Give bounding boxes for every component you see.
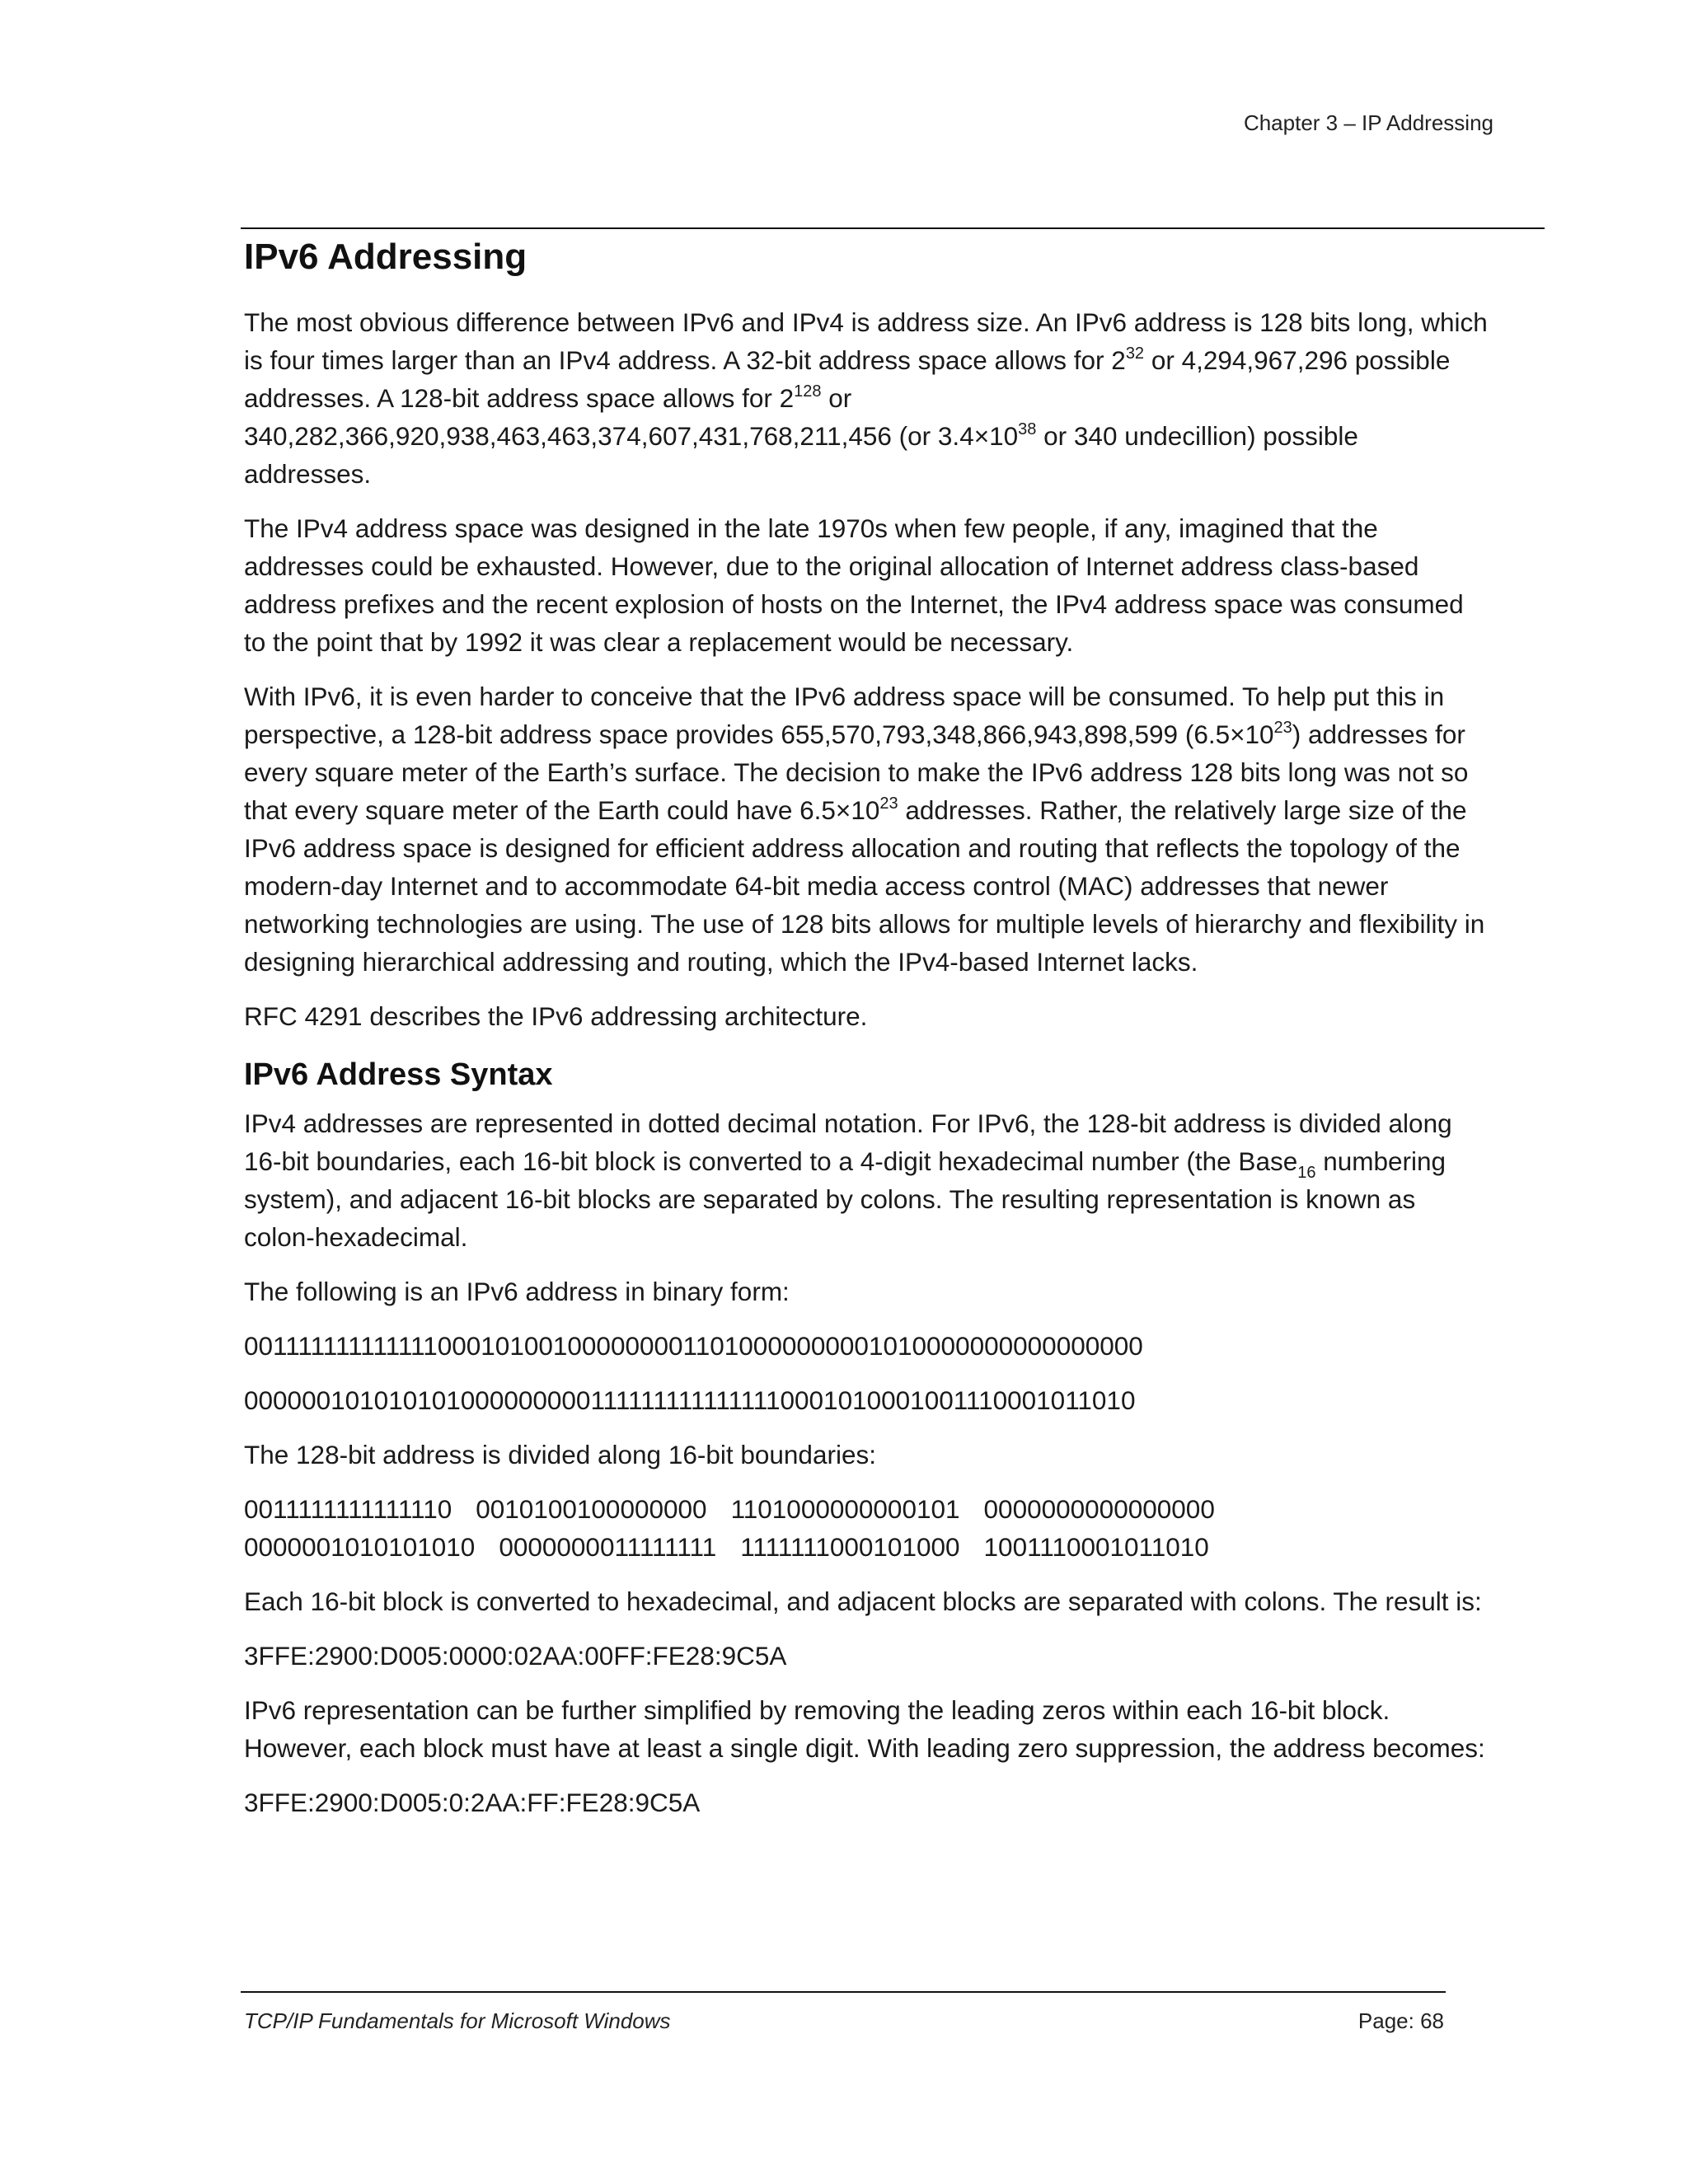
paragraph-address-size: [244, 303, 1492, 493]
paragraph-ipv4-history: The IPv4 address space was designed in the late 1970s when few people, if any, imagined that the addresses could be exhausted. However, due to the original allocation of Internet address class-based address prefixes and the recent explosion of hosts on the Internet, the IPv4 address space was consumed to the point that by 1992 it was clear a replacement would be necessary.: [244, 513, 1464, 657]
superscript: 23: [879, 794, 898, 813]
text-run: numbering system), and adjacent 16-bit blocks are separated by colons. The resulting representation is known as colon-hexadecimal.: [244, 1146, 1447, 1252]
header-rule: [241, 227, 1545, 229]
binary-block: 1101000000000101: [730, 1494, 960, 1524]
paragraph-boundaries-intro: The 128-bit address is divided along 16-bit boundaries:: [244, 1440, 876, 1469]
paragraph-syntax-intro: [244, 1104, 1492, 1256]
text-run: With IPv6, it is even harder to conceive that the IPv6 address space will be consumed. To help put this in perspective, a 128-bit address space provides 655,570,793,348,866,943,898,599 (6.5×10: [244, 682, 1445, 749]
superscript: 32: [1125, 344, 1145, 363]
text-run: addresses. Rather, the relatively large size of the IPv6 address space is designed for efficient address allocation and routing that reflects the topology of the modern-day Internet and to accommodate 64-bit media access control (MAC) addresses that newer networking technologies are using. The use of 128 bits allows for multiple levels of hierarchy and flexibility in designing hierarchical addressing and routing, which the IPv4-based Internet lacks.: [244, 795, 1485, 977]
footer-page-number: Page: 68: [1357, 2008, 1444, 2033]
text-run: IPv4 addresses are represented in dotted decimal notation. For IPv6, the 128-bit address is divided along 16-bit boundaries, each 16-bit block is converted to a 4-digit hexadecimal number (the Base: [244, 1108, 1452, 1176]
binary-block: 1111111000101000: [740, 1532, 960, 1562]
section-heading: IPv6 Addressing: [244, 237, 528, 277]
binary-blocks-row-2: [244, 1528, 1492, 1566]
hex-address-full: 3FFE:2900:D005:0000:02AA:00FF:FE28:9C5A: [244, 1641, 787, 1671]
text-run: ) addresses for every square meter of the Earth’s surface. The decision to make the IPv6 address 128 bits long was not so that every square meter of the Earth could have 6.5×10: [244, 719, 1469, 825]
superscript: 23: [1273, 719, 1292, 737]
text-run: or 340,282,366,920,938,463,463,374,607,431,768,211,456 (or 3.4×10: [244, 383, 1019, 451]
paragraph-binary-intro: The following is an IPv6 address in binary form:: [244, 1277, 790, 1306]
subsection-heading: IPv6 Address Syntax: [244, 1057, 553, 1092]
binary-block: 0000000011111111: [499, 1532, 717, 1562]
superscript: 38: [1018, 420, 1037, 438]
paragraph-ipv6-perspective: [244, 677, 1492, 981]
binary-address-line-2: 0000001010101010000000001111111111111110001010001001110001011010: [244, 1385, 1136, 1415]
binary-block: 0000000000000000: [983, 1494, 1215, 1524]
text-run: or 340 undecillion) possible addresses.: [244, 421, 1358, 489]
binary-block: 0000001010101010: [244, 1532, 476, 1562]
superscript: 128: [794, 382, 822, 401]
running-header: Chapter 3 – IP Addressing: [1243, 110, 1493, 135]
binary-block: 0011111111111110: [244, 1494, 452, 1524]
binary-address-line-1: 0011111111111110001010010000000011010000000001010000000000000000: [244, 1331, 1143, 1361]
text-run: The most obvious difference between IPv6 and IPv4 is address size. An IPv6 address is 128 bits long, which is four times larger than an IPv4 address. A 32-bit address space allows for 2: [244, 307, 1488, 375]
binary-blocks-row-1: [244, 1490, 1492, 1528]
text-run: or 4,294,967,296 possible addresses. A 128-bit address space allows for 2: [244, 345, 1451, 413]
paragraph-rfc: RFC 4291 describes the IPv6 addressing architecture.: [244, 1001, 868, 1031]
hex-address-compressed: 3FFE:2900:D005:0:2AA:FF:FE28:9C5A: [244, 1788, 701, 1817]
subscript: 16: [1297, 1164, 1316, 1182]
paragraph-hex-conversion: Each 16-bit block is converted to hexadecimal, and adjacent blocks are separated with colons. The result is:: [244, 1586, 1482, 1616]
binary-blocks: [244, 1490, 1492, 1566]
binary-block: 0010100100000000: [476, 1494, 707, 1524]
footer-book-title: TCP/IP Fundamentals for Microsoft Windows: [244, 2008, 671, 2033]
page-content: [244, 232, 1492, 1838]
paragraph-zero-suppression: IPv6 representation can be further simplified by removing the leading zeros within each 16-bit block. However, each block must have at least a single digit. With leading zero suppression, the address becomes:: [244, 1695, 1485, 1763]
footer-rule: [241, 1991, 1446, 1993]
binary-block: 1001110001011010: [983, 1532, 1209, 1562]
